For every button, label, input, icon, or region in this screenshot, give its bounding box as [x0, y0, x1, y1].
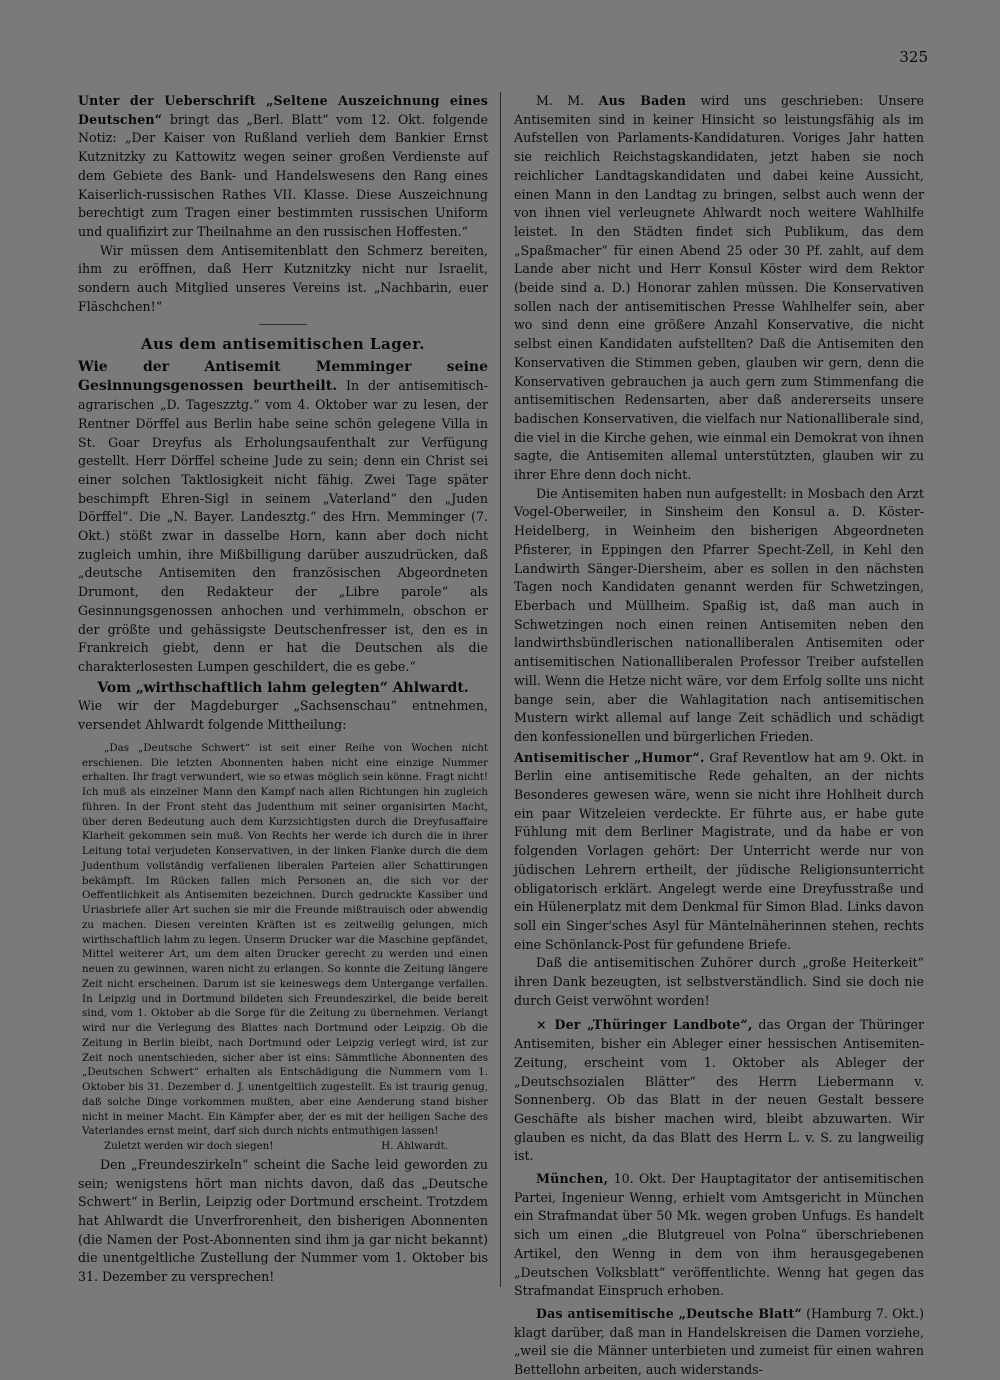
article-text: das Organ der Thüringer Antisemiten, bisher ein Ableger einer hessischen Antisemiten-Zeitung, erscheint vom 1. Oktober als Ableger der „Deutschsozialen Blätter“ des Herrn Liebermann v. Sonnenberg. Ob das Blatt in der neuen Gestalt bessere Geschäfte als bisher machen wird, bleibt abzuwarten. Wir glauben es nicht, da das Blatt des Herrn L. v. S. zu langweilig ist. — [514, 1017, 925, 1164]
article-lead: Das antisemitische „Deutsche Blatt“ — [536, 1306, 802, 1321]
paragraph: Wir müssen dem Antisemitenblatt den Schmerz bereiten, ihm zu eröffnen, daß Herr Kutznitzky nicht nur Israelit, sondern auch Mitglied unseres Vereins ist. „Nachbarin, euer Fläschchen!“ — [78, 242, 488, 314]
closing-line: Zuletzt werden wir doch siegen! — [104, 1140, 274, 1153]
signature: H. Ahlwardt. — [381, 1140, 448, 1153]
article-baden — [514, 92, 924, 485]
quoted-letter — [82, 741, 488, 1154]
cross-mark: × — [536, 1017, 547, 1033]
article-lead: Der „Thüringer Landbote“, — [554, 1017, 753, 1033]
article-memminger — [78, 358, 488, 677]
article-humor — [514, 749, 924, 955]
article-lead: Unter der Ueberschrift „Seltene Auszeichnung eines Deutschen“ — [78, 93, 488, 127]
article-muenchen — [514, 1170, 924, 1301]
quote-closing — [82, 1139, 488, 1154]
article-landbote — [514, 1016, 924, 1166]
article-text: (Hamburg 7. Okt.) klagt darüber, daß man in Handelskreisen die Damen vorziehe, „weil sie die Männer unterbieten und zumeist für einen wahren Bettellohn arbeiten, auch widerstands- — [514, 1306, 924, 1378]
article-prefix: M. M. — [536, 93, 599, 108]
article-heading: Vom „wirthschaftlich lahm gelegten“ Ahlwardt. — [97, 679, 469, 696]
divider — [259, 324, 307, 325]
article-text: Graf Reventlow hat am 9. Okt. in Berlin eine antisemitische Rede gehalten, an der nichts Besonderes gewesen wäre, wenn sie nicht ihre Hohlheit durch ein paar Witzeleien verdeckte. Er führte aus, er habe gute Fühlung mit dem Berliner Magistrate, und da habe er von folgenden Vorlagen gehört: Der Unterricht werde nur von jüdischen Lehrern ertheilt, der jüdische Religionsunterricht obligatorisch erklärt. Angelegt werde eine Dreyfusstraße und ein Hülenerplatz mit dem Denkmal für Simon Blad. Links davon soll ein Singer'sches Asyl für Mäntelnäherinnen stehen, rechts eine Schönlanck-Post für gefundene Briefe. — [514, 749, 924, 952]
article-lead: München, — [536, 1171, 609, 1187]
right-column — [514, 92, 924, 1380]
paragraph: Die Antisemiten haben nun aufgestellt: in Mosbach den Arzt Vogel-Oberweiler, in Sinsheim den Konsul a. D. Köster-Heidelberg, in Weinheim den bisherigen Abgeordneten Pfisterer, in Eppingen den Pfarrer Specht-Zell, in Kehl den Landwirth Sänger-Diersheim, aber es sollen in den nächsten Tagen noch Kandidaten genannt werden für Schwetzingen, Eberbach und Müllheim. Spaßig ist, daß man auch in Schwetzingen noch einen reinen Antisemiten neben den landwirthsbündlerischen nationalliberalen Antisemiten oder antisemitischen Nationalliberalen Professor Treiber aufstellen will. Wenn die Hetze nicht wäre, vor dem Erfolg sollte uns nicht bange sein, aber die Wahlagitation nach antisemitischen Mustern wirkt allemal auf lange Zeit schädlich und schädigt den konfessionellen und bürgerlichen Frieden. — [514, 485, 924, 744]
article-lead: Antisemitischer „Humor“. — [514, 749, 705, 765]
article-deutsche-blatt — [514, 1305, 924, 1380]
article-text: In der antisemitisch-agrarischen „D. Tageszztg.“ vom 4. Oktober war zu lesen, der Rentner Dörffel aus Berlin habe seine schön gelegene Villa in St. Goar Dreyfus als Erholungsaufenthalt zur Verfügung gestellt. Herr Dörffel scheine Jude zu sein; denn ein Christ sei einer solchen Taktlosigkeit nicht fähig. Zwei Tage später beschimpft Ehren-Sigl in seinem „Vaterland“ den „Juden Dörffel“. Die „N. Bayer. Landesztg.“ des Hrn. Memminger (7. Okt.) stößt zwar in dasselbe Horn, kann aber doch nicht zugleich umhin, ihre Mißbilligung darüber auszudrücken, daß „deutsche Antisemiten den französischen Abgeordneten Drumont, den Redakteur der „Libre parole“ als Gesinnungsgenossen anhochen und verhimmeln, obschon er der größte und gehässigste Deutschenfresser ist, den es in Frankreich giebt, denn er hat die Deutschen als die charakterlosesten Lumpen geschildert, die es gebe.“ — [78, 378, 488, 674]
article-text: 10. Okt. Der Hauptagitator der antisemitischen Partei, Ingenieur Wenng, erhielt vom Amtsgericht in München ein Strafmandat über 50 Mk. wegen groben Unfugs. Es handelt sich um einen „die Blutgreuel von Polna“ überschriebenen Artikel, den Wenng in dem von ihm herausgegebenen „Deutschen Volksblatt“ veröffentlichte. Wenng hat gegen das Strafmandat Einspruch erhoben. — [514, 1171, 924, 1299]
article-heading: Wie der Antisemit Memminger seine Gesinnungsgenossen beurtheilt. — [78, 359, 488, 395]
paragraph: Den „Freundeszirkeln“ scheint die Sache leid geworden zu sein; wenigstens hört man nichts davon, daß das „Deutsche Schwert“ in Berlin, Leipzig oder Dortmund erscheint. Trotzdem hat Ahlwardt die Unverfrorenheit, den bisherigen Abonnenten (die Namen der Post-Abonnenten sind ihm ja gar nicht bekannt) die unentgeltliche Zustellung der Nummer vom 1. Oktober bis 31. Dezember zu versprechen! — [78, 1156, 488, 1285]
article-intro: Wie wir der Magdeburger „Sachsenschau“ entnehmen, versendet Ahlwardt folgende Mittheilung: — [78, 698, 488, 733]
article-lead: Aus Baden — [598, 93, 687, 108]
column-rule — [500, 92, 501, 1287]
article-text: wird uns geschrieben: Unsere Antisemiten sind in keiner Hinsicht so leistungsfähig als im Aufstellen von Parlaments-Kandidaturen. Voriges Jahr hatten sie reichlich Reichstagskandidaten, jetzt haben sie noch reichlicher Landtagskandidaten und dabei keine Aussicht, einen Mann in den Landtag zu bringen, selbst auch wenn der von ihnen viel verleugnete Ahlwardt noch weitere Wahlhilfe leistet. In den Städten findet sich Publikum, das dem „Spaßmacher“ für einen Abend 25 oder 30 Pf. zahlt, auf dem Lande aber nicht und Herr Konsul Köster wird dem Rektor (beide sind a. D.) Honorar zahlen müssen. Die Konservativen sollen nach der antisemitischen Presse Wahlhelfer sein, aber wo sind denn eine größere Anzahl Konservative, die nicht selbst einen Kandidaten aufstellten? Daß die Antisemiten den Konservativen die Stimmen geben, glauben wir gern, denn die Konservativen gebrauchen ja auch gern zum Stimmenfang die antisemitischen Redensarten, aber daß andererseits unsere badischen Konservativen, die vielfach nur Nationalliberale sind, die viel in die Kirche gehen, wie einmal ein Demokrat von ihnen sagte, die Antisemiten allemal unterstützten, glauben wir zu ihrer Ehre denn doch nicht. — [514, 93, 924, 483]
left-column — [78, 92, 488, 1287]
page-number: 325 — [899, 48, 928, 66]
quote-text: „Das „Deutsche Schwert“ ist seit einer Reihe von Wochen nicht erschienen. Die letzten Abonnenten haben nicht eine einzige Nummer erhalten. Ihr fragt verwundert, wie so etwas möglich sein könne. Fragt nicht! Ich muß als einzelner Mann den Kampf nach allen Richtungen hin zugleich führen. In der Front steht das Judenthum mit seiner organisirten Macht, über deren Bedeutung auch dem Kurzsichtigsten durch die Dreyfusaffaire Klarheit gekommen sein muß. Von Rechts her werde ich durch die in ihrer Leitung total verjudeten Konservativen, in der linken Flanke durch die dem Judenthum vollständig verfallenen liberalen Parteien aller Schattirungen bekämpft. Im Rücken fallen mich Personen an, die sich vor der Oeffentlichkeit als Antisemiten bezeichnen. Durch gedruckte Kassiber und Uriasbriefe aller Art suchen sie mir die Freunde mißtrauisch oder abwendig zu machen. Diesen vereinten Kräften ist es zeitweilig gelungen, mich wirthschaftlich lahm zu legen. Unserm Drucker war die Maschine gepfändet, Mittel weiterer Art, um dem alten Drucker gerecht zu werden und einen neuen zu gewinnen, waren nicht zu erlangen. So konnte die Zeitung längere Zeit nicht erscheinen. Darum ist sie keineswegs dem Untergange verfallen. In Leipzig und in Dortmund bildeten sich Freundeszirkel, die beide bereit sind, vom 1. Oktober ab die Sorge für die Zeitung zu übernehmen. Verlangt wird nur die Verlegung des Blattes nach Dortmund oder Leipzig. Ob die Zeitung in Berlin bleibt, nach Dortmund oder Leipzig verlegt wird, ist zur Zeit noch unentschieden, sicher aber ist eins: Sämmtliche Abonnenten des „Deutschen Schwert“ erhalten als Entschädigung die Nummern vom 1. Oktober bis 31. Dezember d. J. unentgeltlich zugestellt. Es ist traurig genug, daß solche Dinge vorkommen mußten, aber eine Aenderung stand bisher nicht in meiner Macht. Ein Kämpfer aber, der es mit der heiligen Sache des Vaterlandes ernst meint, darf sich durch nichts entmuthigen lassen! — [82, 741, 488, 1138]
paragraph: Daß die antisemitischen Zuhörer durch „große Heiterkeit“ ihren Dank bezeugten, ist selbstverständlich. Sind sie doch nie durch Geist verwöhnt worden! — [514, 955, 924, 1008]
article-text: bringt das „Berl. Blatt“ vom 12. Okt. folgende Notiz: „Der Kaiser von Rußland verlieh dem Bankier Ernst Kutznitzky zu Kattowitz wegen seiner großen Verdienste auf dem Gebiete des Bank- und Handelswesens den Rang eines Kaiserlich-russischen Rathes VII. Klasse. Diese Auszeichnung berechtigt zum Tragen einer bestimmten russischen Uniform und qualifizirt zur Theilnahme an den russischen Hoffesten.“ — [78, 111, 488, 239]
section-heading: Aus dem antisemitischen Lager. — [141, 335, 425, 354]
article-ueberschrift — [78, 92, 488, 242]
